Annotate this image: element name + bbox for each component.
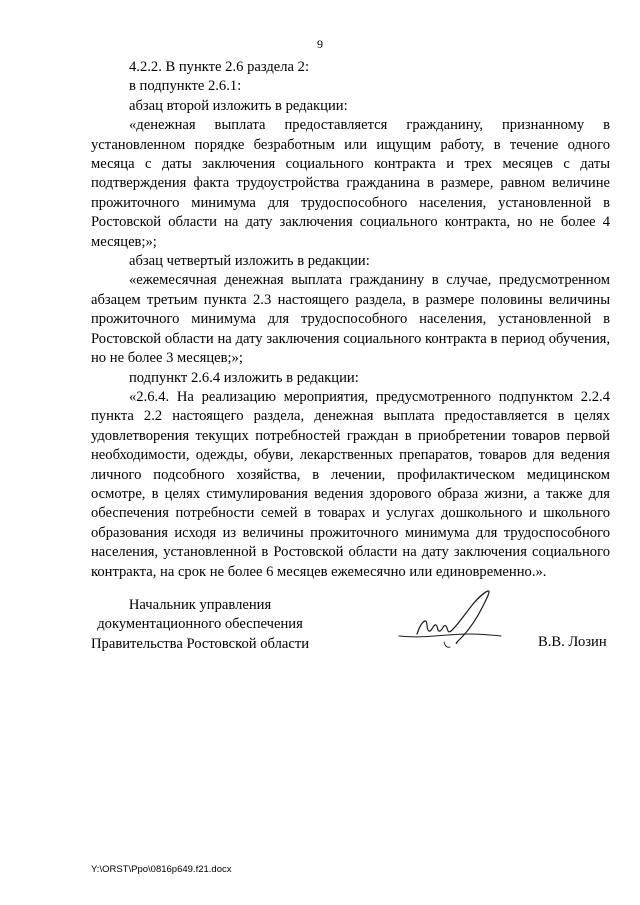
signatory-title-line: Правительства Ростовской области bbox=[91, 635, 310, 652]
signatory-title-line: документационного обеспечения bbox=[97, 616, 303, 633]
handwritten-signature bbox=[395, 590, 505, 656]
paragraph: в подпункте 2.6.1: bbox=[129, 78, 242, 95]
paragraph: абзац второй изложить в редакции: bbox=[129, 97, 348, 114]
paragraph: «2.6.4. На реализацию мероприятия, предусмотренного подпунктом 2.2.4 пункта 2.2 настоящего раздела, денежная выплата предоставляется в целях удовлетворения текущих потребностей граждан в приобретении товаров первой необходимости, одежды, обуви, лекарственных препаратов, товаров для ведения личного подсобного хозяйства, в лечении, профилактическом медицинском осмотре, в целях стимулирования ведения здорового образа жизни, а также для обеспечения потребности семей в товарах и услугах дошкольного и школьного образования исходя из величины прожиточного минимума для трудоспособного населения, установленной в Ростовской области на дату заключения социального контракта, на срок не более 6 месяцев ежемесячно или единовременно.». bbox=[91, 388, 610, 580]
signer-name: В.В. Лозин bbox=[538, 634, 607, 650]
paragraph: подпункт 2.6.4 изложить в редакции: bbox=[129, 369, 359, 386]
signatory-title-line: Начальник управления bbox=[128, 597, 272, 613]
paragraph: «денежная выплата предоставляется гражданину, признанному в установленном порядке безработным или ищущим работу, в течение одного месяца с даты заключения социального контракта и трех месяцев с даты подтверждения факта трудоустройства гражданина в размере, равном величине прожиточного минимума для трудоспособного населения, установленной в Ростовской области на дату заключения социального контракта, но не более 4 месяцев;»; bbox=[91, 117, 610, 250]
paragraph: абзац четвертый изложить в редакции: bbox=[129, 253, 370, 270]
document-body bbox=[91, 58, 610, 582]
signatory-title bbox=[91, 596, 309, 654]
paragraph: 4.2.2. В пункте 2.6 раздела 2: bbox=[129, 59, 310, 75]
page-number: 9 bbox=[317, 37, 323, 51]
footer-file-path: Y:\ORST\Ppo\0816p649.f21.docx bbox=[91, 864, 232, 875]
paragraph: «ежемесячная денежная выплата гражданину в случае, предусмотренном абзацем третьим пункта 2.3 настоящего раздела, в размере половины величины прожиточного минимума для трудоспособного населения, установленной в Ростовской области на дату заключения социального контракта в период обучения, но не более 3 месяцев;»; bbox=[91, 272, 610, 367]
